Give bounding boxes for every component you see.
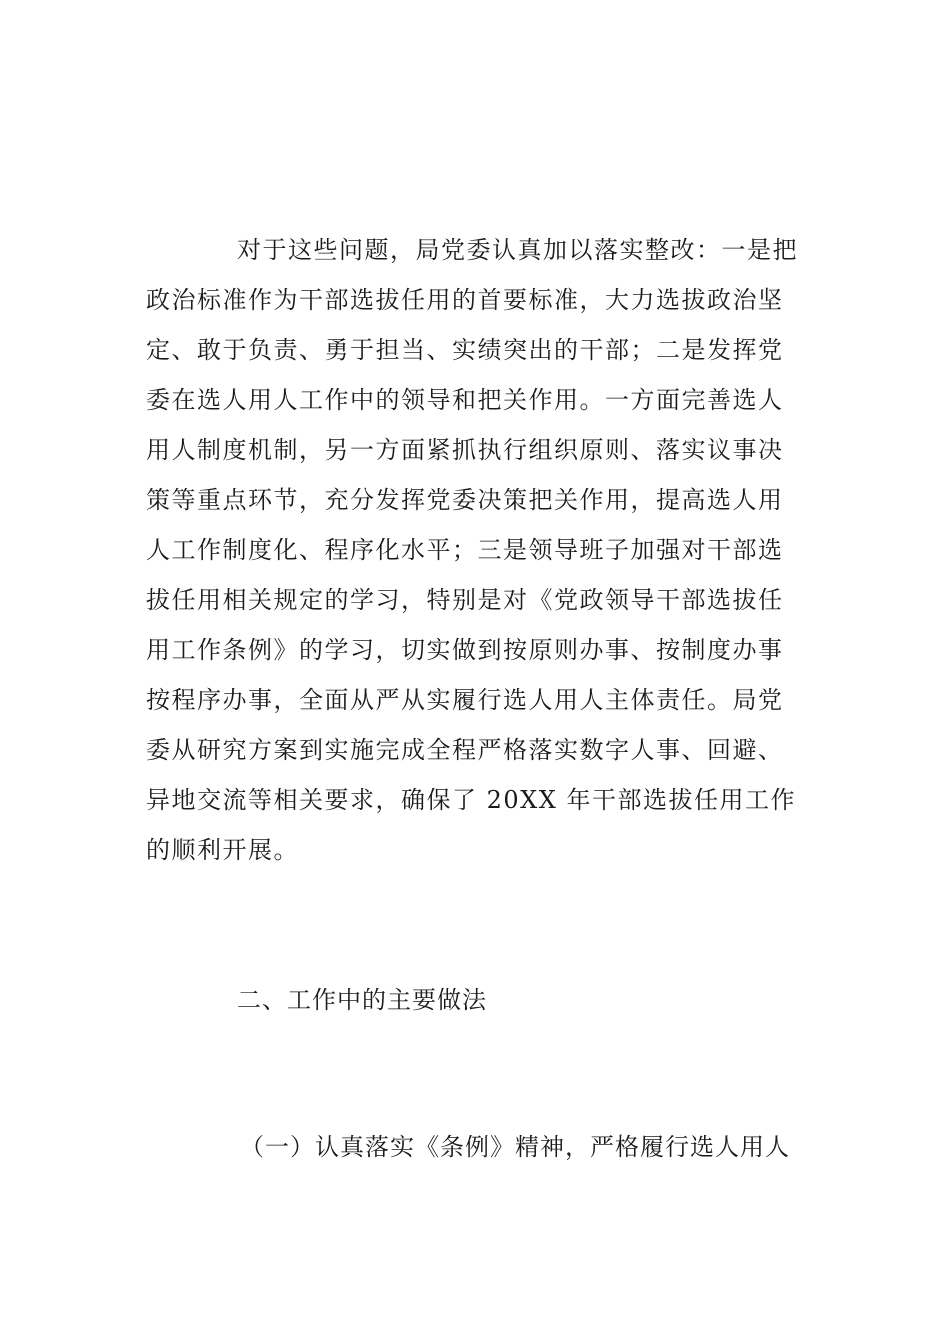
- paragraph-line-12: 异地交流等相关要求，确保了 20XX 年干部选拔任用工作: [146, 786, 796, 814]
- paragraph-line-4: 委在选人用人工作中的领导和把关作用。一方面完善选人: [146, 386, 784, 414]
- subsection-heading: （一）认真落实《条例》精神，严格履行选人用人: [240, 1133, 790, 1161]
- paragraph-line-13: 的顺利开展。: [146, 836, 299, 864]
- paragraph-line-2: 政治标准作为干部选拔任用的首要标准，大力选拔政治坚: [146, 286, 784, 314]
- paragraph-line-10: 按程序办事，全面从严从实履行选人用人主体责任。局党: [146, 686, 784, 714]
- paragraph-line-3: 定、敢于负责、勇于担当、实绩突出的干部；二是发挥党: [146, 336, 784, 364]
- paragraph-line-11: 委从研究方案到实施完成全程严格落实数字人事、回避、: [146, 736, 784, 764]
- section-heading: 二、工作中的主要做法: [237, 986, 487, 1014]
- paragraph-line-7: 人工作制度化、程序化水平；三是领导班子加强对干部选: [146, 536, 784, 564]
- paragraph-line-1: 对于这些问题，局党委认真加以落实整改：一是把: [237, 236, 798, 264]
- paragraph-line-9: 用工作条例》的学习，切实做到按原则办事、按制度办事: [146, 636, 784, 664]
- paragraph-line-8: 拔任用相关规定的学习，特别是对《党政领导干部选拔任: [146, 586, 784, 614]
- paragraph-line-6: 策等重点环节，充分发挥党委决策把关作用，提高选人用: [146, 486, 784, 514]
- paragraph-line-5: 用人制度机制，另一方面紧抓执行组织原则、落实议事决: [146, 436, 784, 464]
